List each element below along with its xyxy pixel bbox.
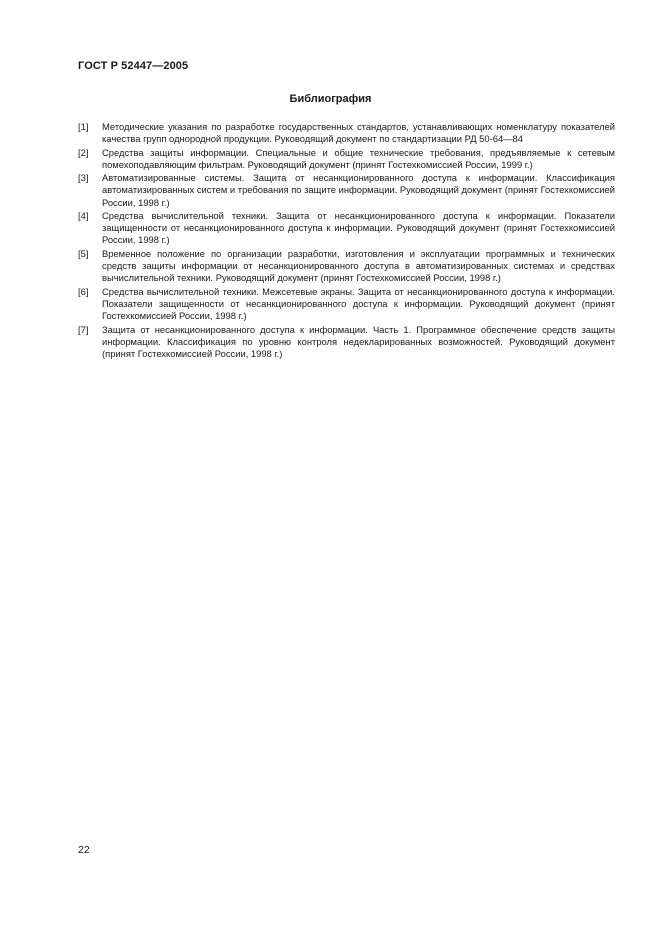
bibliography-number: [4] (78, 210, 89, 222)
section-title: Библиография (289, 93, 372, 105)
bibliography-text: Методические указания по разработке государственных стандартов, устанавливающих номенклатуру показателей качества групп однородной продукции. Руководящий документ по стандартизации РД 50-64—84 (102, 121, 615, 145)
bibliography-list (78, 121, 615, 361)
bibliography-number: [5] (78, 247, 89, 259)
bibliography-item (78, 210, 615, 246)
bibliography-text: Средства защиты информации. Специальные и общие технические требования, предъявляемые к сетевым помехоподавляющим фильтрам. Руководящий документ (принят Гостехкомиссией России, 1999 г.) (102, 146, 615, 170)
bibliography-number: [2] (78, 146, 89, 158)
bibliography-number: [6] (78, 285, 89, 297)
bibliography-item (78, 172, 615, 208)
bibliography-text: Средства вычислительной техники. Защита от несанкционированного доступа к информации. Показатели защищенности от несанкционированного доступа к информации. Руководящий документ (принят Гостехкомиссией России, 1998 г.) (102, 210, 615, 246)
bibliography-text: Средства вычислительной техники. Межсетевые экраны. Защита от несанкционированного доступа к информации. Показатели защищенности от несанкционированного доступа к информации. Руководящий документ (принят Гостехкомиссией России, 1998 г.) (102, 285, 615, 321)
bibliography-number: [3] (78, 172, 89, 184)
bibliography-text: Защита от несанкционированного доступа к информации. Часть 1. Программное обеспечение средств защиты информации. Классификация по уровню контроля недекларированных возможностей. Руководящий документ (принят Гостехкомиссией России, 1998 г.) (102, 323, 615, 359)
bibliography-item (78, 248, 615, 284)
bibliography-text: Автоматизированные системы. Защита от несанкционированного доступа к информации. Классификация автоматизированных систем и требования по защите информации. Руководящий документ (принят Гостехкомиссией России, 1998 г.) (102, 172, 615, 208)
bibliography-text: Временное положение по организации разработки, изготовления и эксплуатации программных и технических средств защиты информации от несанкционированного доступа в автоматизированных системах и средствах вычислительной техники. Руководящий документ (принят Гостехкомиссией России, 1998 г.) (102, 247, 615, 284)
bibliography-number: [1] (78, 121, 89, 132)
bibliography-item (78, 324, 615, 360)
page-number: 22 (78, 844, 90, 856)
bibliography-item (78, 147, 615, 171)
bibliography-item (78, 121, 615, 145)
bibliography-number: [7] (78, 323, 89, 335)
document-header: ГОСТ Р 52447—2005 (78, 60, 189, 72)
bibliography-item (78, 286, 615, 322)
